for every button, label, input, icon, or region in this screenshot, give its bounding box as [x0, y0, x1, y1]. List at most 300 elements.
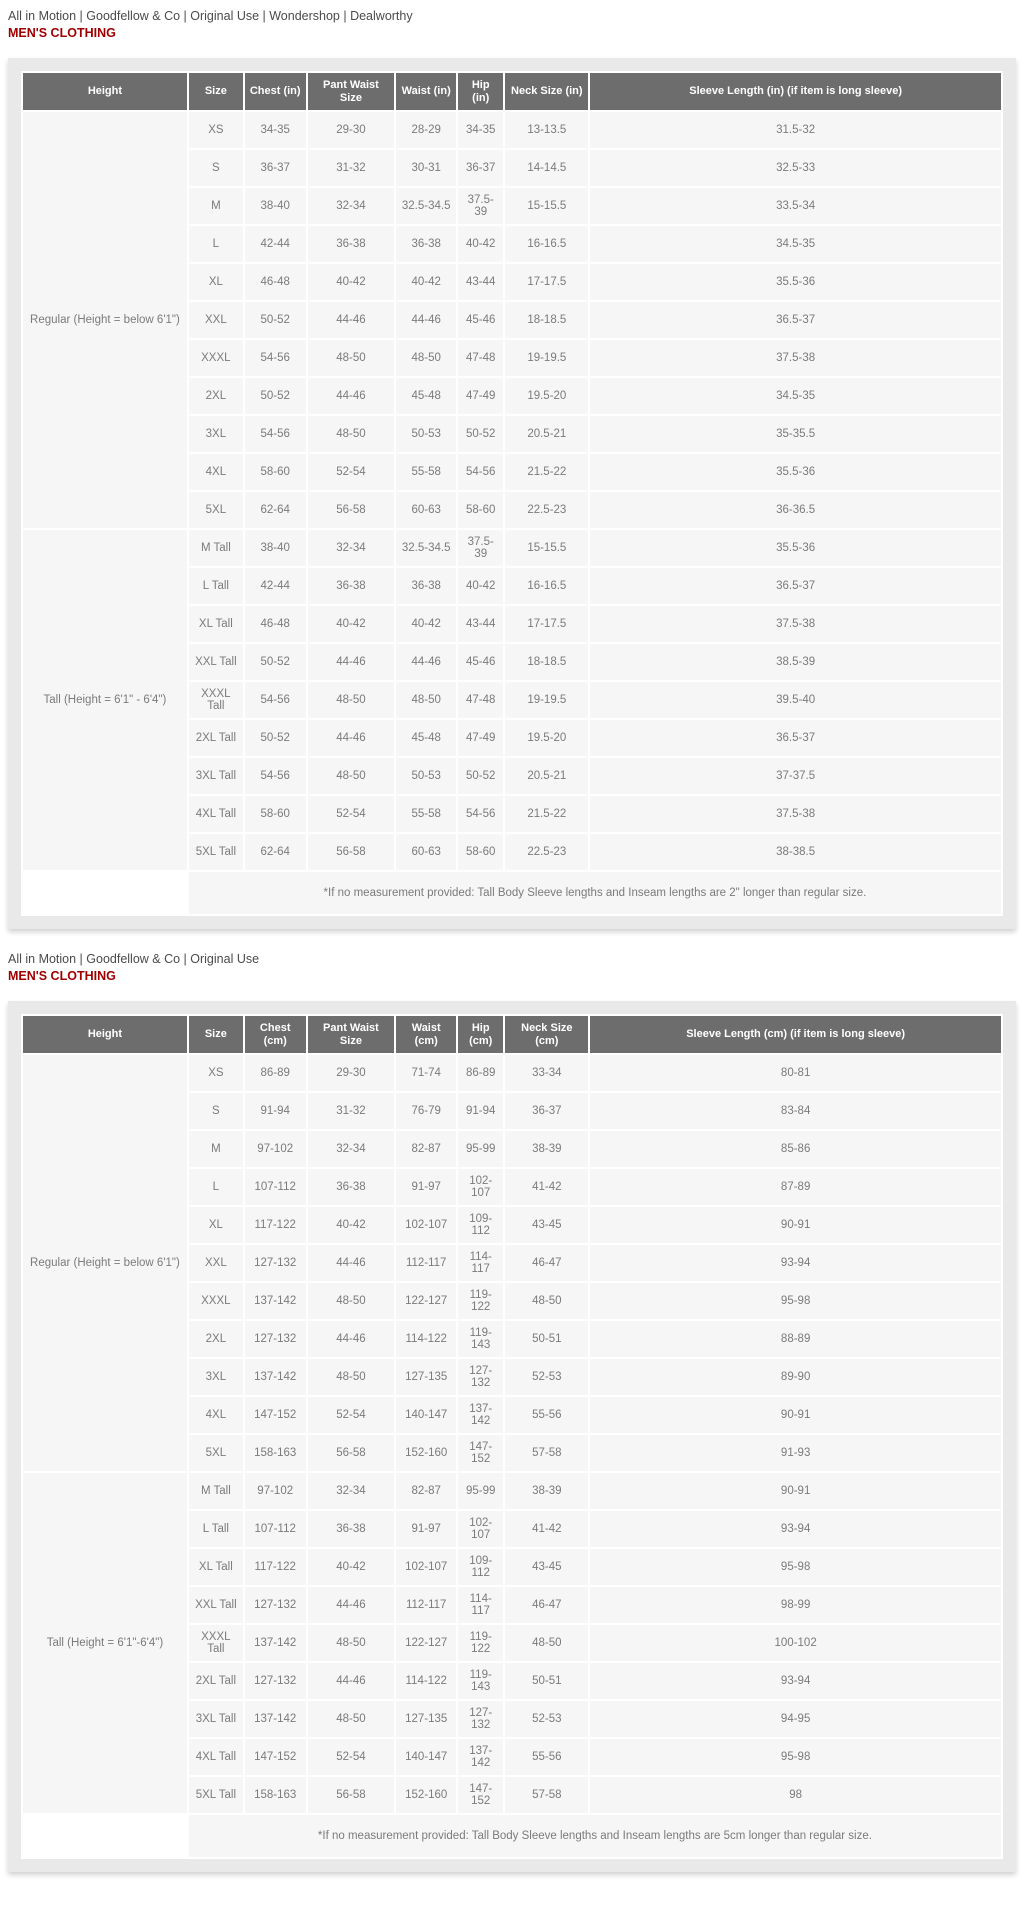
measurement-cell: 35.5-36	[590, 454, 1001, 490]
measurement-cell: 82-87	[396, 1473, 456, 1509]
measurement-cell: 107-112	[245, 1169, 306, 1205]
measurement-cell: 56-58	[308, 1435, 395, 1471]
measurement-cell: 36.5-37	[590, 302, 1001, 338]
measurement-cell: 91-97	[396, 1511, 456, 1547]
measurement-cell: 36-36.5	[590, 492, 1001, 528]
measurement-cell: 34-35	[458, 112, 503, 148]
measurement-cell: 38-39	[505, 1473, 588, 1509]
measurement-cell: 45-46	[458, 644, 503, 680]
size-cell: 3XL Tall	[189, 1701, 243, 1737]
measurement-cell: 48-50	[308, 758, 395, 794]
measurement-cell: 90-91	[590, 1397, 1001, 1433]
col-header-sleeve: Sleeve Length (cm) (if item is long sleeve)	[590, 1016, 1001, 1053]
measurement-cell: 41-42	[505, 1511, 588, 1547]
measurement-cell: 19-19.5	[505, 682, 588, 718]
measurement-cell: 44-46	[308, 644, 395, 680]
measurement-cell: 19-19.5	[505, 340, 588, 376]
measurement-cell: 44-46	[308, 302, 395, 338]
size-cell: 3XL	[189, 416, 243, 452]
size-cell: 2XL	[189, 1321, 243, 1357]
measurement-cell: 152-160	[396, 1435, 456, 1471]
measurement-cell: 48-50	[308, 416, 395, 452]
height-group-label: Regular (Height = below 6'1")	[23, 1055, 187, 1471]
measurement-cell: 47-48	[458, 340, 503, 376]
measurement-cell: 60-63	[396, 834, 456, 870]
page-title: MEN'S CLOTHING	[8, 26, 116, 40]
measurement-cell: 52-54	[308, 454, 395, 490]
measurement-cell: 93-94	[590, 1663, 1001, 1699]
measurement-cell: 36-37	[245, 150, 306, 186]
size-cell: 2XL Tall	[189, 1663, 243, 1699]
measurement-cell: 114-122	[396, 1663, 456, 1699]
measurement-cell: 40-42	[458, 568, 503, 604]
measurement-cell: 44-46	[308, 378, 395, 414]
measurement-cell: 19.5-20	[505, 378, 588, 414]
measurement-cell: 114-122	[396, 1321, 456, 1357]
measurement-cell: 158-163	[245, 1777, 306, 1813]
measurement-cell: 90-91	[590, 1207, 1001, 1243]
measurement-cell: 102-107	[396, 1207, 456, 1243]
measurement-cell: 45-48	[396, 720, 456, 756]
measurement-cell: 137-142	[245, 1359, 306, 1395]
col-header-height: Height	[23, 73, 187, 110]
measurement-cell: 36.5-37	[590, 568, 1001, 604]
measurement-cell: 48-50	[308, 1701, 395, 1737]
table-body	[23, 1055, 1001, 1857]
measurement-cell: 48-50	[308, 340, 395, 376]
size-cell: S	[189, 150, 243, 186]
measurement-cell: 147-152	[458, 1435, 503, 1471]
size-cell: 3XL	[189, 1359, 243, 1395]
measurement-cell: 54-56	[245, 758, 306, 794]
measurement-cell: 16-16.5	[505, 226, 588, 262]
measurement-cell: 37.5-39	[458, 188, 503, 224]
measurement-cell: 32-34	[308, 188, 395, 224]
measurement-cell: 88-89	[590, 1321, 1001, 1357]
size-cell: XL	[189, 1207, 243, 1243]
measurement-cell: 98	[590, 1777, 1001, 1813]
measurement-cell: 32.5-34.5	[396, 188, 456, 224]
measurement-cell: 86-89	[245, 1055, 306, 1091]
measurement-cell: 122-127	[396, 1283, 456, 1319]
size-cell: 2XL Tall	[189, 720, 243, 756]
measurement-cell: 55-58	[396, 454, 456, 490]
measurement-cell: 50-51	[505, 1321, 588, 1357]
measurement-cell: 76-79	[396, 1093, 456, 1129]
measurement-cell: 46-47	[505, 1245, 588, 1281]
size-cell: 5XL	[189, 1435, 243, 1471]
measurement-cell: 29-30	[308, 1055, 395, 1091]
col-header-hip: Hip (in)	[458, 73, 503, 110]
header-row	[23, 73, 1001, 110]
measurement-cell: 47-49	[458, 720, 503, 756]
measurement-cell: 119-122	[458, 1625, 503, 1661]
measurement-cell: 58-60	[245, 796, 306, 832]
measurement-cell: 52-54	[308, 796, 395, 832]
measurement-cell: 15-15.5	[505, 188, 588, 224]
measurement-cell: 127-132	[245, 1663, 306, 1699]
col-header-waist: Waist (cm)	[396, 1016, 456, 1053]
measurement-cell: 40-42	[396, 606, 456, 642]
size-cell: XXL	[189, 302, 243, 338]
measurement-cell: 50-52	[458, 416, 503, 452]
measurement-cell: 35-35.5	[590, 416, 1001, 452]
size-cell: M Tall	[189, 1473, 243, 1509]
measurement-cell: 38-40	[245, 530, 306, 566]
size-cell: 5XL Tall	[189, 1777, 243, 1813]
measurement-cell: 102-107	[458, 1511, 503, 1547]
measurement-cell: 52-54	[308, 1397, 395, 1433]
table-row	[23, 112, 1001, 148]
measurement-cell: 39.5-40	[590, 682, 1001, 718]
measurement-cell: 102-107	[396, 1549, 456, 1585]
measurement-cell: 54-56	[245, 340, 306, 376]
col-header-sleeve: Sleeve Length (in) (if item is long sleeve)	[590, 73, 1001, 110]
size-cell: XL Tall	[189, 1549, 243, 1585]
measurement-cell: 50-52	[245, 378, 306, 414]
size-cell: XL	[189, 264, 243, 300]
measurement-cell: 37.5-38	[590, 606, 1001, 642]
measurement-cell: 62-64	[245, 834, 306, 870]
footnote-row	[23, 872, 1001, 914]
header-row	[23, 1016, 1001, 1053]
measurement-cell: 46-48	[245, 606, 306, 642]
measurement-cell: 32.5-34.5	[396, 530, 456, 566]
size-cell: M	[189, 1131, 243, 1167]
measurement-cell: 127-135	[396, 1701, 456, 1737]
measurement-cell: 55-58	[396, 796, 456, 832]
measurement-cell: 36-37	[505, 1093, 588, 1129]
measurement-cell: 62-64	[245, 492, 306, 528]
table-row	[23, 530, 1001, 566]
measurement-cell: 102-107	[458, 1169, 503, 1205]
size-cell: XS	[189, 112, 243, 148]
footnote-spacer	[23, 1815, 187, 1857]
measurement-cell: 22.5-23	[505, 834, 588, 870]
measurement-cell: 50-52	[245, 720, 306, 756]
height-group-label: Regular (Height = below 6'1")	[23, 112, 187, 528]
measurement-cell: 43-45	[505, 1549, 588, 1585]
size-cell: XL Tall	[189, 606, 243, 642]
size-cell: S	[189, 1093, 243, 1129]
measurement-cell: 38-40	[245, 188, 306, 224]
measurement-cell: 58-60	[458, 492, 503, 528]
col-header-height: Height	[23, 1016, 187, 1053]
measurement-cell: 54-56	[458, 454, 503, 490]
footnote-row	[23, 1815, 1001, 1857]
measurement-cell: 127-132	[245, 1245, 306, 1281]
measurement-cell: 34.5-35	[590, 226, 1001, 262]
measurement-cell: 54-56	[245, 416, 306, 452]
measurement-cell: 83-84	[590, 1093, 1001, 1129]
measurement-cell: 137-142	[458, 1739, 503, 1775]
measurement-cell: 43-44	[458, 606, 503, 642]
measurement-cell: 44-46	[308, 1245, 395, 1281]
measurement-cell: 41-42	[505, 1169, 588, 1205]
measurement-cell: 44-46	[308, 720, 395, 756]
measurement-cell: 87-89	[590, 1169, 1001, 1205]
size-chart-table-inches	[21, 71, 1003, 916]
measurement-cell: 47-49	[458, 378, 503, 414]
measurement-cell: 33.5-34	[590, 188, 1001, 224]
measurement-cell: 18-18.5	[505, 302, 588, 338]
measurement-cell: 48-50	[396, 340, 456, 376]
measurement-cell: 48-50	[505, 1283, 588, 1319]
measurement-cell: 127-132	[245, 1587, 306, 1623]
measurement-cell: 50-52	[458, 758, 503, 794]
measurement-cell: 107-112	[245, 1511, 306, 1547]
measurement-cell: 127-132	[458, 1359, 503, 1395]
size-cell: 5XL	[189, 492, 243, 528]
measurement-cell: 95-98	[590, 1739, 1001, 1775]
size-cell: XXL Tall	[189, 644, 243, 680]
measurement-cell: 91-93	[590, 1435, 1001, 1471]
measurement-cell: 94-95	[590, 1701, 1001, 1737]
measurement-cell: 48-50	[308, 1359, 395, 1395]
measurement-cell: 42-44	[245, 226, 306, 262]
table-row	[23, 1473, 1001, 1509]
measurement-cell: 119-143	[458, 1663, 503, 1699]
col-header-hip: Hip (cm)	[458, 1016, 503, 1053]
measurement-cell: 21.5-22	[505, 796, 588, 832]
measurement-cell: 44-46	[308, 1321, 395, 1357]
measurement-cell: 137-142	[245, 1625, 306, 1661]
measurement-cell: 137-142	[245, 1701, 306, 1737]
measurement-cell: 38-39	[505, 1131, 588, 1167]
measurement-cell: 114-117	[458, 1245, 503, 1281]
measurement-cell: 36.5-37	[590, 720, 1001, 756]
col-header-chest: Chest (cm)	[245, 1016, 306, 1053]
size-cell: L Tall	[189, 1511, 243, 1547]
footnote: *If no measurement provided: Tall Body Sleeve lengths and Inseam lengths are 2" longer than regular size.	[189, 872, 1001, 914]
measurement-cell: 22.5-23	[505, 492, 588, 528]
measurement-cell: 95-98	[590, 1283, 1001, 1319]
measurement-cell: 60-63	[396, 492, 456, 528]
measurement-cell: 119-143	[458, 1321, 503, 1357]
measurement-cell: 31.5-32	[590, 112, 1001, 148]
measurement-cell: 32-34	[308, 1131, 395, 1167]
measurement-cell: 50-53	[396, 758, 456, 794]
measurement-cell: 37-37.5	[590, 758, 1001, 794]
measurement-cell: 91-97	[396, 1169, 456, 1205]
size-chart-table-cm	[21, 1014, 1003, 1859]
measurement-cell: 109-112	[458, 1207, 503, 1243]
measurement-cell: 97-102	[245, 1473, 306, 1509]
measurement-cell: 112-117	[396, 1245, 456, 1281]
measurement-cell: 117-122	[245, 1549, 306, 1585]
measurement-cell: 52-53	[505, 1701, 588, 1737]
measurement-cell: 117-122	[245, 1207, 306, 1243]
size-cell: 4XL	[189, 1397, 243, 1433]
measurement-cell: 40-42	[396, 264, 456, 300]
measurement-cell: 20.5-21	[505, 758, 588, 794]
page-title: MEN'S CLOTHING	[8, 969, 116, 983]
measurement-cell: 44-46	[308, 1663, 395, 1699]
measurement-cell: 93-94	[590, 1245, 1001, 1281]
measurement-cell: 57-58	[505, 1777, 588, 1813]
measurement-cell: 147-152	[245, 1739, 306, 1775]
measurement-cell: 56-58	[308, 834, 395, 870]
measurement-cell: 48-50	[308, 682, 395, 718]
measurement-cell: 86-89	[458, 1055, 503, 1091]
measurement-cell: 36-38	[396, 226, 456, 262]
measurement-cell: 40-42	[308, 1207, 395, 1243]
size-cell: M	[189, 188, 243, 224]
size-cell: 4XL Tall	[189, 796, 243, 832]
measurement-cell: 127-135	[396, 1359, 456, 1395]
measurement-cell: 36-38	[308, 226, 395, 262]
measurement-cell: 17-17.5	[505, 606, 588, 642]
measurement-cell: 140-147	[396, 1397, 456, 1433]
measurement-cell: 50-52	[245, 644, 306, 680]
measurement-cell: 48-50	[396, 682, 456, 718]
measurement-cell: 30-31	[396, 150, 456, 186]
col-header-size: Size	[189, 73, 243, 110]
measurement-cell: 35.5-36	[590, 264, 1001, 300]
table-row	[23, 1055, 1001, 1091]
measurement-cell: 109-112	[458, 1549, 503, 1585]
measurement-cell: 137-142	[458, 1397, 503, 1433]
measurement-cell: 48-50	[308, 1625, 395, 1661]
size-cell: L Tall	[189, 568, 243, 604]
table-body	[23, 112, 1001, 914]
measurement-cell: 54-56	[458, 796, 503, 832]
measurement-cell: 52-54	[308, 1739, 395, 1775]
measurement-cell: 71-74	[396, 1055, 456, 1091]
size-cell: L	[189, 226, 243, 262]
measurement-cell: 95-99	[458, 1131, 503, 1167]
measurement-cell: 28-29	[396, 112, 456, 148]
measurement-cell: 45-48	[396, 378, 456, 414]
measurement-cell: 112-117	[396, 1587, 456, 1623]
measurement-cell: 43-44	[458, 264, 503, 300]
measurement-cell: 58-60	[458, 834, 503, 870]
measurement-cell: 16-16.5	[505, 568, 588, 604]
measurement-cell: 50-53	[396, 416, 456, 452]
size-cell: 3XL Tall	[189, 758, 243, 794]
measurement-cell: 40-42	[458, 226, 503, 262]
measurement-cell: 37.5-38	[590, 340, 1001, 376]
measurement-cell: 47-48	[458, 682, 503, 718]
table-header	[23, 73, 1001, 110]
footnote-spacer	[23, 872, 187, 914]
size-cell: XXXL Tall	[189, 682, 243, 718]
measurement-cell: 32-34	[308, 1473, 395, 1509]
measurement-cell: 36-38	[308, 568, 395, 604]
measurement-cell: 45-46	[458, 302, 503, 338]
measurement-cell: 36-38	[308, 1511, 395, 1547]
measurement-cell: 38-38.5	[590, 834, 1001, 870]
measurement-cell: 89-90	[590, 1359, 1001, 1395]
size-cell: XXXL Tall	[189, 1625, 243, 1661]
measurement-cell: 97-102	[245, 1131, 306, 1167]
measurement-cell: 43-45	[505, 1207, 588, 1243]
brand-list: All in Motion | Goodfellow & Co | Original Use | Wondershop | Dealworthy	[8, 9, 413, 23]
size-chart-card-inches	[8, 58, 1016, 929]
measurement-cell: 31-32	[308, 150, 395, 186]
measurement-cell: 50-51	[505, 1663, 588, 1699]
size-cell: XXXL	[189, 1283, 243, 1319]
measurement-cell: 44-46	[308, 1587, 395, 1623]
measurement-cell: 29-30	[308, 112, 395, 148]
measurement-cell: 54-56	[245, 682, 306, 718]
measurement-cell: 42-44	[245, 568, 306, 604]
table-header	[23, 1016, 1001, 1053]
measurement-cell: 37.5-39	[458, 530, 503, 566]
measurement-cell: 44-46	[396, 644, 456, 680]
measurement-cell: 18-18.5	[505, 644, 588, 680]
measurement-cell: 122-127	[396, 1625, 456, 1661]
size-cell: 4XL Tall	[189, 1739, 243, 1775]
measurement-cell: 17-17.5	[505, 264, 588, 300]
measurement-cell: 147-152	[245, 1397, 306, 1433]
size-cell: XS	[189, 1055, 243, 1091]
size-cell: L	[189, 1169, 243, 1205]
measurement-cell: 40-42	[308, 1549, 395, 1585]
brand-list: All in Motion | Goodfellow & Co | Original Use	[8, 952, 260, 966]
measurement-cell: 44-46	[396, 302, 456, 338]
col-header-size: Size	[189, 1016, 243, 1053]
measurement-cell: 36-37	[458, 150, 503, 186]
measurement-cell: 95-98	[590, 1549, 1001, 1585]
footnote: *If no measurement provided: Tall Body Sleeve lengths and Inseam lengths are 5cm longer than regular size.	[189, 1815, 1001, 1857]
measurement-cell: 19.5-20	[505, 720, 588, 756]
measurement-cell: 127-132	[245, 1321, 306, 1357]
measurement-cell: 114-117	[458, 1587, 503, 1623]
measurement-cell: 36-38	[308, 1169, 395, 1205]
size-cell: XXL	[189, 1245, 243, 1281]
height-group-label: Tall (Height = 6'1" - 6'4")	[23, 530, 187, 870]
measurement-cell: 48-50	[505, 1625, 588, 1661]
section-cm	[0, 943, 1024, 1872]
measurement-cell: 58-60	[245, 454, 306, 490]
measurement-cell: 52-53	[505, 1359, 588, 1395]
col-header-neck: Neck Size (cm)	[505, 1016, 588, 1053]
size-cell: XXXL	[189, 340, 243, 376]
measurement-cell: 140-147	[396, 1739, 456, 1775]
measurement-cell: 50-52	[245, 302, 306, 338]
measurement-cell: 40-42	[308, 606, 395, 642]
size-cell: 5XL Tall	[189, 834, 243, 870]
measurement-cell: 38.5-39	[590, 644, 1001, 680]
measurement-cell: 56-58	[308, 1777, 395, 1813]
measurement-cell: 158-163	[245, 1435, 306, 1471]
col-header-neck: Neck Size (in)	[505, 73, 588, 110]
measurement-cell: 46-47	[505, 1587, 588, 1623]
measurement-cell: 34.5-35	[590, 378, 1001, 414]
measurement-cell: 91-94	[245, 1093, 306, 1129]
col-header-chest: Chest (in)	[245, 73, 306, 110]
measurement-cell: 37.5-38	[590, 796, 1001, 832]
measurement-cell: 48-50	[308, 1283, 395, 1319]
measurement-cell: 34-35	[245, 112, 306, 148]
measurement-cell: 95-99	[458, 1473, 503, 1509]
size-cell: 2XL	[189, 378, 243, 414]
measurement-cell: 32.5-33	[590, 150, 1001, 186]
measurement-cell: 100-102	[590, 1625, 1001, 1661]
measurement-cell: 32-34	[308, 530, 395, 566]
measurement-cell: 35.5-36	[590, 530, 1001, 566]
col-header-pant-waist: Pant Waist Size	[308, 1016, 395, 1053]
measurement-cell: 15-15.5	[505, 530, 588, 566]
measurement-cell: 31-32	[308, 1093, 395, 1129]
measurement-cell: 46-48	[245, 264, 306, 300]
measurement-cell: 33-34	[505, 1055, 588, 1091]
measurement-cell: 14-14.5	[505, 150, 588, 186]
measurement-cell: 152-160	[396, 1777, 456, 1813]
section-inches	[0, 0, 1024, 929]
size-cell: XXL Tall	[189, 1587, 243, 1623]
